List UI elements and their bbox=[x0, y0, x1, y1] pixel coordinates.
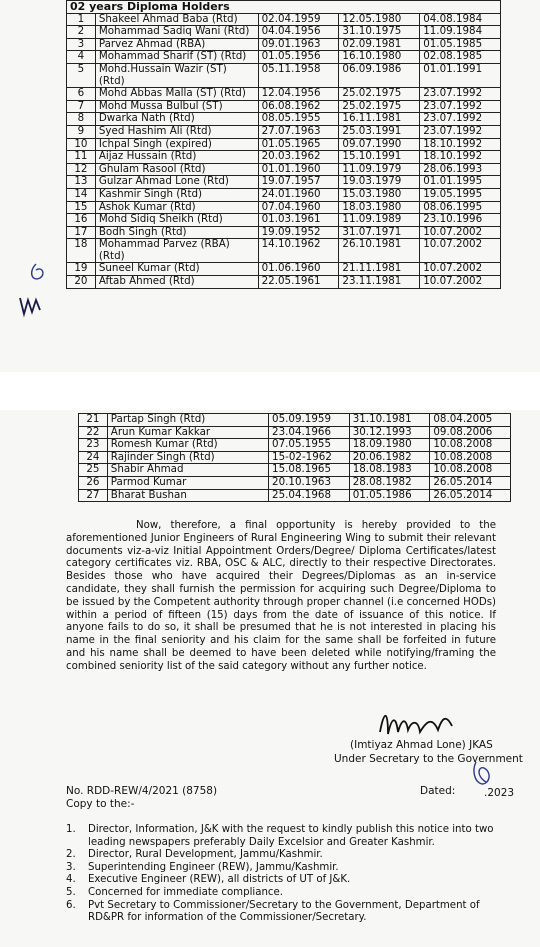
date-of-birth-cell: 22.05.1961 bbox=[258, 276, 339, 289]
copy-item-text: Executive Engineer (REW), all districts of UT of J&K. bbox=[88, 874, 351, 886]
table-row bbox=[67, 88, 501, 101]
serial-number-cell: 7 bbox=[67, 100, 96, 113]
date-of-appointment-cell: 19.03.1979 bbox=[339, 176, 420, 189]
date-of-birth-cell: 08.05.1955 bbox=[258, 113, 339, 126]
serial-number-cell: 4 bbox=[67, 51, 96, 64]
name-cell: Mohammad Sharif (ST) (Rtd) bbox=[95, 51, 258, 64]
date-of-promotion-cell: 10.07.2002 bbox=[420, 226, 501, 239]
table-row bbox=[67, 100, 501, 113]
handwritten-mark bbox=[18, 258, 58, 318]
serial-number-cell: 16 bbox=[67, 214, 96, 227]
reference-number: No. RDD-REW/4/2021 (8758) bbox=[66, 785, 218, 797]
date-of-birth-cell: 20.10.1963 bbox=[269, 476, 350, 489]
date-of-birth-cell: 05.09.1959 bbox=[269, 414, 350, 427]
date-of-birth-cell: 01.06.1960 bbox=[258, 263, 339, 276]
name-cell: Shakeel Ahmad Baba (Rtd) bbox=[95, 13, 258, 26]
name-cell: Mohammad Sadiq Wani (Rtd) bbox=[95, 26, 258, 39]
serial-number-cell: 20 bbox=[67, 276, 96, 289]
date-of-appointment-cell: 09.07.1990 bbox=[339, 138, 420, 151]
signatory-title: Under Secretary to the Government bbox=[334, 753, 523, 765]
name-cell: Dwarka Nath (Rtd) bbox=[95, 113, 258, 126]
date-of-promotion-cell: 23.07.1992 bbox=[420, 88, 501, 101]
serial-number-cell: 18 bbox=[67, 239, 96, 263]
table-row bbox=[79, 464, 511, 477]
copy-item-text: Concerned for immediate compliance. bbox=[88, 886, 284, 898]
date-of-promotion-cell: 26.05.2014 bbox=[430, 489, 511, 502]
name-cell: Partap Singh (Rtd) bbox=[107, 414, 268, 427]
name-cell: Ashok Kumar (Rtd) bbox=[95, 201, 258, 214]
table-body-part-2 bbox=[79, 414, 511, 502]
date-of-birth-cell: 14.10.1962 bbox=[258, 239, 339, 263]
serial-number-cell: 21 bbox=[79, 414, 108, 427]
date-of-appointment-cell: 25.02.1975 bbox=[339, 100, 420, 113]
date-of-promotion-cell: 08.04.2005 bbox=[430, 414, 511, 427]
table-row bbox=[67, 276, 501, 289]
copy-item-number: 1. bbox=[66, 824, 76, 835]
copy-item-text: Director, Rural Development, Jammu/Kashmir. bbox=[88, 849, 323, 861]
table-body-part-1 bbox=[67, 13, 501, 288]
copy-item-number: 2. bbox=[66, 849, 76, 861]
serial-number-cell: 24 bbox=[79, 451, 108, 464]
table-row bbox=[79, 439, 511, 452]
table-row bbox=[67, 239, 501, 263]
table-header-row bbox=[67, 1, 501, 14]
date-of-appointment-cell: 16.11.1981 bbox=[339, 113, 420, 126]
date-of-appointment-cell: 25.03.1991 bbox=[339, 125, 420, 138]
date-of-promotion-cell: 18.10.1992 bbox=[420, 151, 501, 164]
date-of-birth-cell: 07.04.1960 bbox=[258, 201, 339, 214]
copy-item-number: 6. bbox=[66, 899, 76, 911]
table-row bbox=[67, 263, 501, 276]
serial-number-cell: 17 bbox=[67, 226, 96, 239]
signature-image bbox=[376, 706, 476, 740]
date-of-promotion-cell: 26.05.2014 bbox=[430, 476, 511, 489]
date-of-birth-cell: 19.09.1952 bbox=[258, 226, 339, 239]
name-cell: Gulzar Ahmad Lone (Rtd) bbox=[95, 176, 258, 189]
name-cell: Bharat Bushan bbox=[107, 489, 268, 502]
date-of-promotion-cell: 23.07.1992 bbox=[420, 125, 501, 138]
signatory-name: (Imtiyaz Ahmad Lone) JKAS bbox=[350, 739, 493, 751]
date-of-appointment-cell: 15.10.1991 bbox=[339, 151, 420, 164]
date-of-birth-cell: 07.05.1955 bbox=[269, 439, 350, 452]
page-gap bbox=[0, 372, 540, 410]
date-of-promotion-cell: 04.08.1984 bbox=[420, 13, 501, 26]
date-of-promotion-cell: 01.05.1985 bbox=[420, 38, 501, 51]
date-of-appointment-cell: 30.12.1993 bbox=[349, 426, 430, 439]
date-of-promotion-cell: 01.01.1995 bbox=[420, 176, 501, 189]
date-of-appointment-cell: 15.03.1980 bbox=[339, 188, 420, 201]
date-of-appointment-cell: 25.02.1975 bbox=[339, 88, 420, 101]
date-of-birth-cell: 05.11.1958 bbox=[258, 63, 339, 87]
name-cell: Aftab Ahmed (Rtd) bbox=[95, 276, 258, 289]
date-of-birth-cell: 02.04.1959 bbox=[258, 13, 339, 26]
name-cell: Arun Kumar Kakkar bbox=[107, 426, 268, 439]
table-row bbox=[67, 13, 501, 26]
date-of-birth-cell: 24.01.1960 bbox=[258, 188, 339, 201]
date-of-birth-cell: 19.07.1957 bbox=[258, 176, 339, 189]
copy-recipient-item bbox=[66, 849, 496, 862]
date-of-birth-cell: 23.04.1966 bbox=[269, 426, 350, 439]
serial-number-cell: 19 bbox=[67, 263, 96, 276]
copy-to-label: Copy to the:- bbox=[66, 798, 135, 810]
serial-number-cell: 25 bbox=[79, 464, 108, 477]
table-row bbox=[79, 426, 511, 439]
table-row bbox=[67, 201, 501, 214]
seniority-table-part-1 bbox=[66, 0, 501, 289]
name-cell: Mohammad Parvez (RBA) (Rtd) bbox=[95, 239, 258, 263]
serial-number-cell: 10 bbox=[67, 138, 96, 151]
table-row bbox=[67, 138, 501, 151]
date-of-birth-cell: 27.07.1963 bbox=[258, 125, 339, 138]
date-of-promotion-cell: 23.10.1996 bbox=[420, 214, 501, 227]
table-row bbox=[79, 451, 511, 464]
date-of-appointment-cell: 11.09.1989 bbox=[339, 214, 420, 227]
date-of-promotion-cell: 11.09.1984 bbox=[420, 26, 501, 39]
name-cell: Syed Hashim Ali (Rtd) bbox=[95, 125, 258, 138]
name-cell: Aijaz Hussain (Rtd) bbox=[95, 151, 258, 164]
date-of-appointment-cell: 31.07.1971 bbox=[339, 226, 420, 239]
table-row bbox=[67, 26, 501, 39]
date-of-appointment-cell: 01.05.1986 bbox=[349, 489, 430, 502]
date-of-promotion-cell: 10.07.2002 bbox=[420, 239, 501, 263]
date-of-birth-cell: 09.01.1963 bbox=[258, 38, 339, 51]
name-cell: Romesh Kumar (Rtd) bbox=[107, 439, 268, 452]
name-cell: Bodh Singh (Rtd) bbox=[95, 226, 258, 239]
name-cell: Ichpal Singh (expired) bbox=[95, 138, 258, 151]
date-of-promotion-cell: 10.08.2008 bbox=[430, 451, 511, 464]
copy-item-text: Superintending Engineer (REW), Jammu/Kashmir. bbox=[88, 861, 339, 873]
table-row bbox=[67, 63, 501, 87]
table-row bbox=[67, 38, 501, 51]
date-of-appointment-cell: 28.08.1982 bbox=[349, 476, 430, 489]
copy-recipient-item bbox=[66, 874, 496, 887]
date-of-appointment-cell: 26.10.1981 bbox=[339, 239, 420, 263]
serial-number-cell: 9 bbox=[67, 125, 96, 138]
copy-item-number: 4. bbox=[66, 874, 76, 886]
date-of-birth-cell: 06.08.1962 bbox=[258, 100, 339, 113]
serial-number-cell: 3 bbox=[67, 38, 96, 51]
date-of-appointment-cell: 31.10.1975 bbox=[339, 26, 420, 39]
serial-number-cell: 13 bbox=[67, 176, 96, 189]
date-of-promotion-cell: 10.07.2002 bbox=[420, 263, 501, 276]
dated-label: Dated: bbox=[420, 785, 456, 797]
serial-number-cell: 8 bbox=[67, 113, 96, 126]
date-of-appointment-cell: 18.08.1983 bbox=[349, 464, 430, 477]
name-cell: Kashmir Singh (Rtd) bbox=[95, 188, 258, 201]
table-section-heading: 02 years Diploma Holders bbox=[67, 1, 501, 14]
copy-recipient-item bbox=[66, 887, 496, 900]
date-of-birth-cell: 01.01.1960 bbox=[258, 163, 339, 176]
date-of-appointment-cell: 16.10.1980 bbox=[339, 51, 420, 64]
table-row bbox=[67, 176, 501, 189]
notice-paragraph: Now, therefore, a final opportunity is hereby provided to the aforementioned Junior Engineers of Rural Engineering Wing to submit their relevant documents viz-a-viz Initial Appointment Orders/Degree/ Diploma Certificates/latest category certificates viz. RBA, OSC & ALC, directly to their respective Directorates. Besides those who have acquired their Degrees/Diplomas as an in-service candidate, they shall furnish the permission for acquiring such Degree/Diploma to be issued by the Competent authority through proper channel (i.e concerned HODs) within a period of fifteen (15) days from the date of issuance of this notice. If anyone fails to do so, it shall be presumed that he is not interested in placing his name in the final seniority and his claim for the same shall be forfeited in future and his name shall be deemed to have been deleted while notifying/framing the combined seniority list of the said category without any further notice. bbox=[66, 520, 496, 672]
date-of-appointment-cell: 02.09.1981 bbox=[339, 38, 420, 51]
initial-mark bbox=[468, 758, 498, 788]
table-row bbox=[67, 214, 501, 227]
date-of-promotion-cell: 23.07.1992 bbox=[420, 113, 501, 126]
date-of-birth-cell: 15.08.1965 bbox=[269, 464, 350, 477]
table-row bbox=[67, 125, 501, 138]
copy-item-number: 3. bbox=[66, 861, 76, 873]
table-row bbox=[67, 113, 501, 126]
copy-item-text: Pvt Secretary to Commissioner/Secretary to the Government, Department of RD&PR for information of the Commissioner/Secretary. bbox=[88, 899, 480, 924]
copy-recipient-item bbox=[66, 862, 496, 875]
date-of-appointment-cell: 21.11.1981 bbox=[339, 263, 420, 276]
serial-number-cell: 6 bbox=[67, 88, 96, 101]
seniority-table-part-2 bbox=[78, 413, 511, 502]
table-row bbox=[67, 163, 501, 176]
date-of-birth-cell: 15-02-1962 bbox=[269, 451, 350, 464]
table-row bbox=[67, 51, 501, 64]
date-of-promotion-cell: 18.10.1992 bbox=[420, 138, 501, 151]
serial-number-cell: 11 bbox=[67, 151, 96, 164]
name-cell: Parmod Kumar bbox=[107, 476, 268, 489]
table-row bbox=[67, 226, 501, 239]
serial-number-cell: 14 bbox=[67, 188, 96, 201]
date-of-promotion-cell: 10.07.2002 bbox=[420, 276, 501, 289]
date-of-promotion-cell: 28.06.1993 bbox=[420, 163, 501, 176]
name-cell: Rajinder Singh (Rtd) bbox=[107, 451, 268, 464]
copy-recipient-item bbox=[66, 824, 496, 849]
date-of-birth-cell: 12.04.1956 bbox=[258, 88, 339, 101]
name-cell: Mohd Sidiq Sheikh (Rtd) bbox=[95, 214, 258, 227]
name-cell: Shabir Ahmad bbox=[107, 464, 268, 477]
name-cell: Suneel Kumar (Rtd) bbox=[95, 263, 258, 276]
date-of-birth-cell: 20.03.1962 bbox=[258, 151, 339, 164]
date-of-promotion-cell: 09.08.2006 bbox=[430, 426, 511, 439]
date-of-promotion-cell: 19.05.1995 bbox=[420, 188, 501, 201]
date-of-appointment-cell: 18.09.1980 bbox=[349, 439, 430, 452]
date-of-birth-cell: 04.04.1956 bbox=[258, 26, 339, 39]
date-of-promotion-cell: 02.08.1985 bbox=[420, 51, 501, 64]
serial-number-cell: 27 bbox=[79, 489, 108, 502]
table-row bbox=[67, 151, 501, 164]
date-of-promotion-cell: 01.01.1991 bbox=[420, 63, 501, 87]
serial-number-cell: 22 bbox=[79, 426, 108, 439]
copy-recipient-item bbox=[66, 900, 496, 925]
date-of-birth-cell: 25.04.1968 bbox=[269, 489, 350, 502]
dated-value: .2023 bbox=[484, 787, 515, 799]
name-cell: Ghulam Rasool (Rtd) bbox=[95, 163, 258, 176]
date-of-appointment-cell: 31.10.1981 bbox=[349, 414, 430, 427]
date-of-promotion-cell: 08.06.1995 bbox=[420, 201, 501, 214]
name-cell: Parvez Ahmad (RBA) bbox=[95, 38, 258, 51]
date-of-birth-cell: 01.05.1956 bbox=[258, 51, 339, 64]
table-row bbox=[79, 476, 511, 489]
copy-item-number: 5. bbox=[66, 886, 76, 898]
copy-recipient-list bbox=[66, 824, 496, 925]
date-of-appointment-cell: 12.05.1980 bbox=[339, 13, 420, 26]
date-of-appointment-cell: 20.06.1982 bbox=[349, 451, 430, 464]
table-row bbox=[79, 414, 511, 427]
serial-number-cell: 12 bbox=[67, 163, 96, 176]
date-of-appointment-cell: 11.09.1979 bbox=[339, 163, 420, 176]
date-of-promotion-cell: 23.07.1992 bbox=[420, 100, 501, 113]
serial-number-cell: 15 bbox=[67, 201, 96, 214]
serial-number-cell: 5 bbox=[67, 63, 96, 87]
date-of-appointment-cell: 18.03.1980 bbox=[339, 201, 420, 214]
serial-number-cell: 1 bbox=[67, 13, 96, 26]
name-cell: Mohd Mussa Bulbul (ST) bbox=[95, 100, 258, 113]
table-row bbox=[79, 489, 511, 502]
date-of-promotion-cell: 10.08.2008 bbox=[430, 439, 511, 452]
date-of-appointment-cell: 23.11.1981 bbox=[339, 276, 420, 289]
table-row bbox=[67, 188, 501, 201]
date-of-birth-cell: 01.03.1961 bbox=[258, 214, 339, 227]
name-cell: Mohd.Hussain Wazir (ST) (Rtd) bbox=[95, 63, 258, 87]
serial-number-cell: 26 bbox=[79, 476, 108, 489]
serial-number-cell: 2 bbox=[67, 26, 96, 39]
copy-item-text: Director, Information, J&K with the request to kindly publish this notice into two leading newspapers preferably Daily Excelsior and Greater Kashmir. bbox=[88, 824, 494, 848]
name-cell: Mohd Abbas Malla (ST) (Rtd) bbox=[95, 88, 258, 101]
serial-number-cell: 23 bbox=[79, 439, 108, 452]
date-of-appointment-cell: 06.09.1986 bbox=[339, 63, 420, 87]
date-of-birth-cell: 01.05.1965 bbox=[258, 138, 339, 151]
date-of-promotion-cell: 10.08.2008 bbox=[430, 464, 511, 477]
